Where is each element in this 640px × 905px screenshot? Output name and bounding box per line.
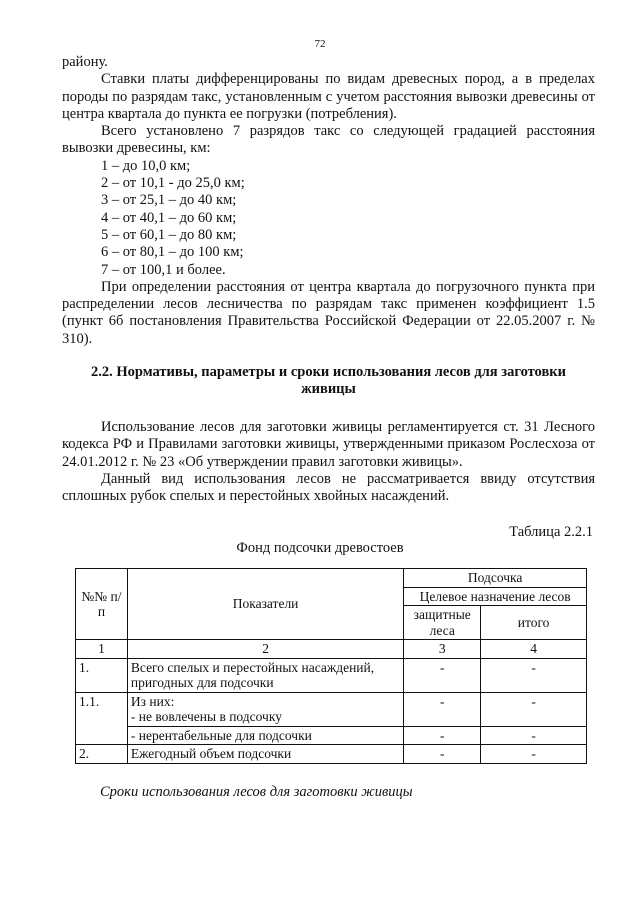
row-label: Всего спелых и перестойных насаждений, пригодных для подсочки — [127, 658, 403, 692]
row-num: 2. — [76, 745, 128, 764]
list-item-rank: 7 – от 100,1 и более. — [101, 261, 226, 278]
paragraph-not-considered: Данный вид использования лесов не рассматривается ввиду отсутствия сплошных рубок спелых и перестойных хвойных насаждений. — [62, 470, 595, 505]
row-protective: - — [404, 726, 481, 745]
row-protective: - — [404, 692, 481, 726]
table-row — [76, 745, 587, 764]
page-number: 72 — [314, 38, 326, 50]
paragraph-ranks-intro: Всего установлено 7 разрядов такс со следующей градацией расстояния вывозки древесины, км: — [62, 123, 595, 157]
col-number: 4 — [481, 640, 587, 659]
col-number: 3 — [404, 640, 481, 659]
row-num: 1.1. — [76, 692, 128, 726]
list-item-rank: 2 – от 10,1 - до 25,0 км; — [101, 175, 245, 192]
paragraph-continuation: району. — [62, 54, 108, 70]
header-purpose: Целевое назначение лесов — [404, 587, 587, 606]
header-tapping: Подсочка — [404, 569, 587, 588]
list-item-rank: 4 – от 40,1 – до 60 км; — [101, 209, 237, 226]
row-label: - нерентабельные для подсочки — [127, 726, 403, 745]
row-label: Ежегодный объем подсочки — [127, 745, 403, 764]
tapping-fund-table — [75, 568, 587, 764]
list-item-rank: 3 – от 25,1 – до 40 км; — [101, 192, 237, 209]
section-heading: 2.2. Нормативы, параметры и сроки использования лесов для заготовки живицы — [91, 364, 566, 397]
table-column-numbers-row — [76, 640, 587, 659]
row-total: - — [481, 745, 587, 764]
col-number: 1 — [76, 640, 128, 659]
table-header-row — [76, 569, 587, 588]
list-item-rank: 6 – от 80,1 – до 100 км; — [101, 244, 244, 261]
list-item-rank: 1 – до 10,0 км; — [101, 157, 191, 174]
row-protective: - — [404, 658, 481, 692]
row-total: - — [481, 726, 587, 745]
paragraph-coefficient: При определении расстояния от центра квартала до погрузочного пункта при распределении лесов лесничества по разрядам такс применен коэффициент 1.5 (пункт 6б постановления Правительства Российской Федерации от 22.05.2007 г. № 310). — [62, 278, 595, 347]
table-row — [76, 726, 587, 745]
header-num: №№ п/п — [76, 569, 128, 640]
row-label: Из них: - не вовлечены в подсочку — [127, 692, 403, 726]
table-title: Фонд подсочки древостоев — [236, 540, 404, 556]
header-protective: защитные леса — [404, 606, 481, 640]
row-total: - — [481, 692, 587, 726]
col-number: 2 — [127, 640, 403, 659]
paragraph-rates: Ставки платы дифференцированы по видам древесных пород, а в пределах породы по разрядам такс, установленным с учетом расстояния вывозки древесины от центра квартала до пункта ее погрузки (потребления). — [62, 71, 595, 122]
row-protective: - — [404, 745, 481, 764]
row-num: 1. — [76, 658, 128, 692]
subsection-heading-italic: Сроки использования лесов для заготовки живицы — [100, 784, 413, 800]
row-total: - — [481, 658, 587, 692]
paragraph-regulation: Использование лесов для заготовки живицы регламентируется ст. 31 Лесного кодекса РФ и Правилами заготовки живицы, утвержденными приказом Рослесхоза от 24.01.2012 г. № 23 «Об утверждении правил заготовки живицы». — [62, 419, 595, 470]
table-row — [76, 658, 587, 692]
top-text-block — [62, 54, 595, 348]
table-row — [76, 692, 587, 726]
list-item-rank: 5 – от 60,1 – до 80 км; — [101, 226, 237, 243]
header-indicators: Показатели — [127, 569, 403, 640]
row-num — [76, 726, 128, 745]
section-text-block — [62, 419, 595, 505]
table-number: Таблица 2.2.1 — [509, 524, 593, 540]
header-total: итого — [481, 606, 587, 640]
